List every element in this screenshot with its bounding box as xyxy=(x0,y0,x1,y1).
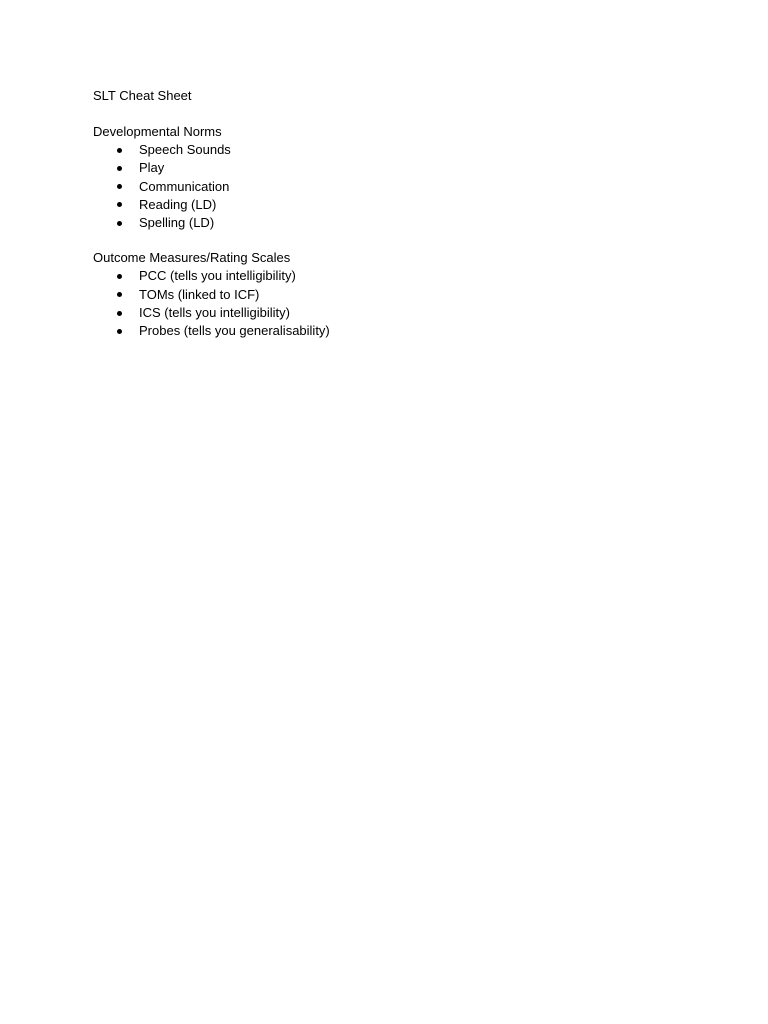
section-heading: Developmental Norms xyxy=(93,124,222,139)
list-item xyxy=(93,304,693,322)
list-item-text: Spelling (LD) xyxy=(139,215,215,231)
bullet-icon xyxy=(117,184,122,189)
section-heading: Outcome Measures/Rating Scales xyxy=(93,250,291,266)
bullet-icon xyxy=(117,274,122,279)
list-item-text: PCC (tells you intelligibility) xyxy=(139,268,296,284)
list-item xyxy=(93,159,693,177)
list-item xyxy=(93,214,693,232)
list-item-text: Play xyxy=(139,160,165,176)
bullet-icon xyxy=(117,202,122,207)
bullet-icon xyxy=(117,329,122,334)
document-body xyxy=(93,87,693,341)
bullet-icon xyxy=(117,292,122,297)
list-item-text: ICS (tells you intelligibility) xyxy=(139,305,290,321)
section-outcome-measures xyxy=(93,249,693,340)
bullet-list xyxy=(93,141,693,232)
list-item-text: Reading (LD) xyxy=(139,196,217,212)
list-item-text: TOMs (linked to ICF) xyxy=(139,286,260,302)
bullet-icon xyxy=(117,148,122,153)
section-developmental-norms xyxy=(93,123,693,232)
bullet-icon xyxy=(117,221,122,226)
bullet-icon xyxy=(117,166,122,171)
bullet-icon xyxy=(117,311,122,316)
list-item-text: Communication xyxy=(139,178,230,194)
bullet-list xyxy=(93,267,693,340)
list-item xyxy=(93,286,693,304)
list-item xyxy=(93,322,693,340)
list-item-text: Probes (tells you generalisability) xyxy=(139,323,330,339)
list-item-text: Speech Sounds xyxy=(139,142,231,157)
list-item xyxy=(93,178,693,196)
document-title: SLT Cheat Sheet xyxy=(93,88,192,103)
list-item xyxy=(93,267,693,285)
list-item xyxy=(93,141,693,159)
list-item xyxy=(93,196,693,214)
